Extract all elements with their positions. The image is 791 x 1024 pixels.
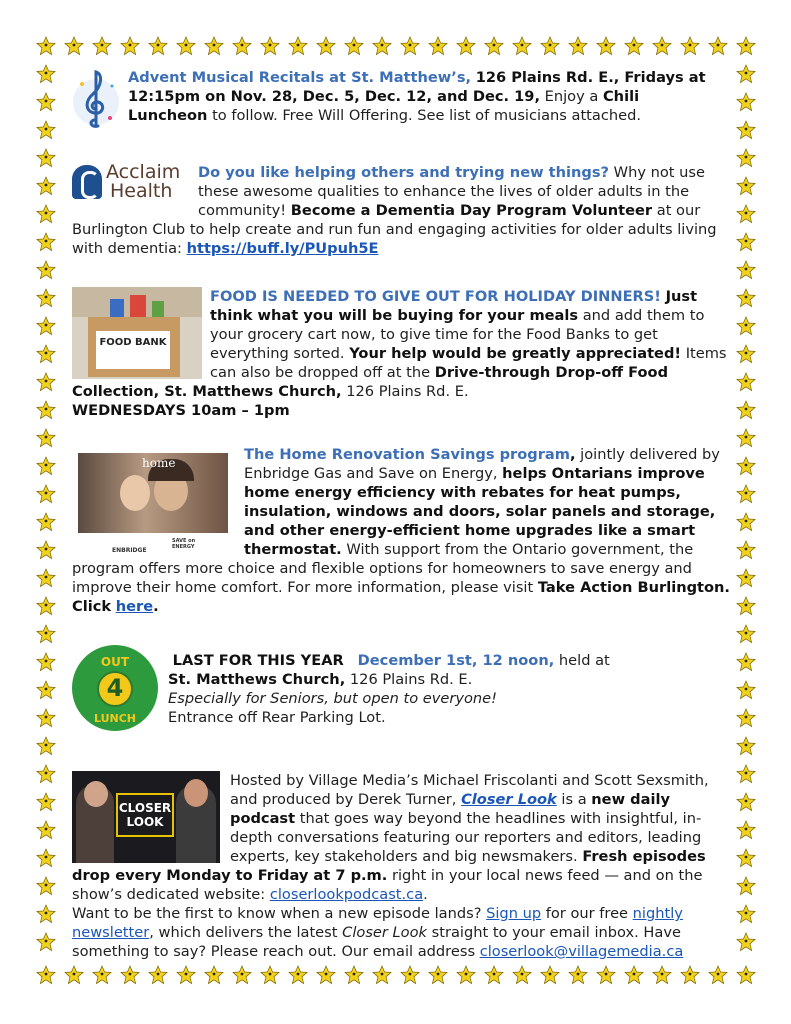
border-star-figure xyxy=(429,37,447,55)
closer-look-logo-line1: CLOSER xyxy=(118,801,172,815)
home-renovation-image xyxy=(72,445,232,557)
border-star-figure xyxy=(457,37,475,55)
border-star-figure xyxy=(457,966,475,984)
border-star-figure xyxy=(317,966,335,984)
border-star-figure xyxy=(205,37,223,55)
border-star-figure xyxy=(737,849,755,867)
border-star-figure xyxy=(233,966,251,984)
border-star-figure xyxy=(121,966,139,984)
border-star-figure xyxy=(737,737,755,755)
border-star-figure xyxy=(737,821,755,839)
border-star-figure xyxy=(737,905,755,923)
border-star-figure xyxy=(37,681,55,699)
out4lunch-section xyxy=(72,645,712,731)
border-star-figure xyxy=(737,653,755,671)
border-star-figure xyxy=(653,37,671,55)
border-star-figure xyxy=(625,37,643,55)
border-star-figure xyxy=(737,261,755,279)
border-star-figure xyxy=(37,121,55,139)
podcast-email-link[interactable]: closerlook@villagemedia.ca xyxy=(479,943,684,960)
treble-clef-icon xyxy=(72,64,120,136)
renovation-text: The Home Renovation Savings program, jointly delivered by Enbridge Gas and Save on Energy, helps Ontarians improve home energy efficiency with rebates for heat pumps, insulation, windows and doors, solar panels and storage, and other energy-efficient home upgrades like a smart thermostat. With support from the Ontario government, the program offers more choice and flexible options for homeowners to save energy and improve their home comfort. For more information, please visit Take Action Burlington. Click here. xyxy=(72,446,730,615)
border-star-figure xyxy=(289,966,307,984)
border-star-figure xyxy=(737,765,755,783)
border-star-figure xyxy=(429,966,447,984)
border-star-figure xyxy=(737,429,755,447)
border-star-figure xyxy=(737,121,755,139)
border-star-figure xyxy=(261,37,279,55)
acclaim-text2: at our Burlington Club to help create and run fun and engaging activities for older adults living with dementia: xyxy=(72,202,717,257)
border-star-figure xyxy=(737,317,755,335)
border-star-figure xyxy=(37,966,55,984)
border-star-figure xyxy=(737,485,755,503)
border-star-figure xyxy=(233,37,251,55)
border-star-figure xyxy=(37,65,55,83)
border-star-figure xyxy=(121,37,139,55)
border-star-figure xyxy=(373,37,391,55)
border-star-figure xyxy=(317,37,335,55)
volunteer-callout: Become a Dementia Day Program Volunteer xyxy=(290,202,653,219)
renovation-bold1: helps Ontarians improve home energy efficiency with rebates for heat pumps, insulation, windows and doors, solar panels and storage, and other energy-efficient home upgrades like a smart thermostat. xyxy=(244,465,716,558)
border-star-figure xyxy=(93,37,111,55)
out4lunch-entrance: Entrance off Rear Parking Lot. xyxy=(168,709,386,726)
border-star-figure xyxy=(37,625,55,643)
border-star-figure xyxy=(737,345,755,363)
food-bold2: Your help would be greatly appreciated! xyxy=(349,345,682,362)
food-headline: FOOD IS NEEDED TO GIVE OUT FOR HOLIDAY DINNERS! xyxy=(210,288,661,305)
border-star-figure xyxy=(737,709,755,727)
border-star-figure xyxy=(177,37,195,55)
recitals-details: 126 Plains Rd. E., Fridays at 12:15pm on Nov. 28, Dec. 5, Dec. 12, and Dec. 19, xyxy=(128,69,706,105)
chili-luncheon: Chili Luncheon xyxy=(128,88,640,124)
acclaim-health-logo xyxy=(72,163,192,203)
recitals-enjoy: Enjoy a xyxy=(544,88,599,105)
border-star-figure xyxy=(37,765,55,783)
border-star-figure xyxy=(737,401,755,419)
food-bold3: Drive-through Drop-off Food Collection, St. Matthews Church, xyxy=(72,364,669,400)
acclaim-link[interactable]: https://buff.ly/PUpuh5E xyxy=(186,240,379,257)
food-text2: Items can also be dropped off at the xyxy=(210,345,727,381)
border-star-figure xyxy=(401,37,419,55)
border-star-figure xyxy=(737,625,755,643)
acclaim-logo-mark xyxy=(72,165,102,199)
border-star-figure xyxy=(737,681,755,699)
acclaim-logo-text xyxy=(106,163,180,201)
border-star-figure xyxy=(37,541,55,559)
enbridge-logo: ENBRIDGE xyxy=(112,547,147,554)
border-star-figure xyxy=(37,709,55,727)
border-star-figure xyxy=(681,37,699,55)
out4lunch-logo xyxy=(72,645,158,731)
border-star-figure xyxy=(37,401,55,419)
renovation-section xyxy=(72,445,734,616)
border-star-figure xyxy=(37,149,55,167)
podcast-bold1: new daily podcast xyxy=(230,791,670,827)
out4lunch-address: 126 Plains Rd. E. xyxy=(349,671,473,688)
border-star-figure xyxy=(37,905,55,923)
border-star-figure xyxy=(37,849,55,867)
border-star-figure xyxy=(485,966,503,984)
acclaim-logo-line2: Health xyxy=(110,180,173,202)
food-bank-label: FOOD BANK xyxy=(96,331,170,369)
border-star-figure xyxy=(737,233,755,251)
food-text3: 126 Plains Rd. E. xyxy=(346,383,469,400)
border-star-figure xyxy=(37,205,55,223)
border-star-figure xyxy=(37,821,55,839)
food-text1: and add them to your grocery cart now, to give time for the Food Banks to get everything sorted. xyxy=(210,307,705,362)
border-star-figure xyxy=(37,877,55,895)
border-star-figure xyxy=(37,233,55,251)
closer-look-link[interactable]: Closer Look xyxy=(461,791,557,808)
out4lunch-logo-mid: 4 xyxy=(106,674,124,702)
podcast-text4: Want to be the first to know when a new episode lands? xyxy=(72,905,482,922)
border-star-figure xyxy=(37,653,55,671)
border-star-figure xyxy=(569,966,587,984)
border-star-figure xyxy=(37,597,55,615)
podcast-site-link[interactable]: closerlookpodcast.ca xyxy=(269,886,424,903)
podcast-text5: for our free xyxy=(545,905,629,922)
border-star-figure xyxy=(737,457,755,475)
acclaim-headline: Do you like helping others and trying new things? xyxy=(198,164,610,181)
border-star-figure xyxy=(653,966,671,984)
recitals-section xyxy=(72,64,722,136)
border-star-figure xyxy=(37,933,55,951)
border-star-figure xyxy=(737,877,755,895)
podcast-text2: that goes way beyond the headlines with insightful, in-depth conversations featuring our reporters and editors, leading experts, key stakeholders and big newsmakers. xyxy=(230,810,702,865)
acclaim-logo-line1: Acclaim xyxy=(106,161,181,183)
border-star-figure xyxy=(37,737,55,755)
border-star-figure xyxy=(261,966,279,984)
border-star-figure xyxy=(513,966,531,984)
border-star-figure xyxy=(289,37,307,55)
border-star-figure xyxy=(737,966,755,984)
out4lunch-held: held at xyxy=(558,652,610,669)
border-star-figure xyxy=(37,485,55,503)
recitals-title: Advent Musical Recitals at St. Matthew’s, xyxy=(128,69,472,86)
renovation-bold2: Take Action Burlington. Click xyxy=(72,579,730,615)
renovation-text1: jointly delivered by Enbridge Gas and Save on Energy, xyxy=(244,446,720,482)
acclaim-text1: Why not use these awesome qualities to enhance the lives of older adults in the community! xyxy=(198,164,705,219)
border-star-figure xyxy=(149,966,167,984)
border-star-figure xyxy=(345,966,363,984)
border-star-figure xyxy=(737,933,755,951)
border-star-figure xyxy=(37,793,55,811)
podcast-text3: right in your local news feed — and on the show’s dedicated website: xyxy=(72,867,703,903)
border-star-figure xyxy=(541,966,559,984)
border-star-figure xyxy=(149,37,167,55)
renovation-text2: With support from the Ontario government, the program offers more choice and flexible options for homeowners to save energy and improve their home comfort. For more information, please visit xyxy=(72,541,694,596)
border-star-figure xyxy=(569,37,587,55)
border-star-figure xyxy=(681,966,699,984)
border-star-figure xyxy=(597,37,615,55)
border-star-figure xyxy=(737,149,755,167)
food-section xyxy=(72,287,732,420)
border-star-figure xyxy=(513,37,531,55)
podcast-text6: , which delivers the latest xyxy=(149,924,338,941)
border-star-figure xyxy=(37,37,55,55)
border-star-figure xyxy=(37,289,55,307)
podcast-is-a: is a xyxy=(561,791,587,808)
border-star-figure xyxy=(737,205,755,223)
border-star-figure xyxy=(205,966,223,984)
closer-look-logo-line2: LOOK xyxy=(126,815,164,829)
renovation-image-title: home xyxy=(142,456,176,470)
acclaim-section xyxy=(72,163,732,258)
border-star-figure xyxy=(37,93,55,111)
renovation-here-link[interactable]: here xyxy=(115,598,154,615)
border-star-figure xyxy=(37,345,55,363)
border-star-figure xyxy=(37,569,55,587)
border-star-figure xyxy=(93,966,111,984)
podcast-italic-name: Closer Look xyxy=(342,924,427,941)
out4lunch-church: St. Matthews Church, xyxy=(168,671,346,688)
out4lunch-logo-top: OUT xyxy=(100,655,130,669)
border-star-figure xyxy=(37,513,55,531)
border-star-figure xyxy=(709,966,727,984)
border-star-figure xyxy=(485,37,503,55)
border-star-figure xyxy=(737,37,755,55)
border-star-figure xyxy=(37,429,55,447)
closer-look-podcast-image xyxy=(72,771,220,863)
border-star-figure xyxy=(737,373,755,391)
food-hours: WEDNESDAYS 10am – 1pm xyxy=(72,402,290,419)
podcast-text7: straight to your email inbox. Have something to say? Please reach out. Our email address xyxy=(72,924,681,960)
out4lunch-audience: Especially for Seniors, but open to everyone! xyxy=(168,690,497,707)
podcast-section xyxy=(72,771,732,961)
border-star-figure xyxy=(37,373,55,391)
border-star-figure xyxy=(737,793,755,811)
border-star-figure xyxy=(625,966,643,984)
podcast-schedule: Fresh episodes drop every Monday to Friday at 7 p.m. xyxy=(72,848,706,884)
border-star-figure xyxy=(597,966,615,984)
recitals-follow: to follow. Free Will Offering. See list of musicians attached. xyxy=(212,107,641,124)
out4lunch-date: December 1st, 12 noon, xyxy=(357,652,555,669)
out4lunch-title: LAST FOR THIS YEAR xyxy=(172,652,344,669)
newsletter-link[interactable]: nightly newsletter xyxy=(72,905,683,941)
border-star-figure xyxy=(373,966,391,984)
border-star-figure xyxy=(737,541,755,559)
border-star-figure xyxy=(345,37,363,55)
border-star-figure xyxy=(401,966,419,984)
border-star-figure xyxy=(737,597,755,615)
border-star-figure xyxy=(737,569,755,587)
out4lunch-logo-bottom: LUNCH xyxy=(93,712,137,725)
border-star-figure xyxy=(65,966,83,984)
border-star-figure xyxy=(177,966,195,984)
border-star-figure xyxy=(37,317,55,335)
border-star-figure xyxy=(737,289,755,307)
recitals-text xyxy=(128,68,722,125)
border-star-figure xyxy=(737,65,755,83)
podcast-text: Hosted by Village Media’s Michael Friscolanti and Scott Sexsmith, and produced by Derek Turner, Closer Look is a new daily podcast that goes way beyond the headlines with insightful, in-depth conversations featuring our reporters and editors, leading experts, key stakeholders and big newsmakers. Fresh episodes drop every Monday to Friday at 7 p.m. right in your local news feed — and on the show’s dedicated website: closerlookpodcast.ca. Want to be the first to know when a new episode lands? Sign up for our free nightly newsletter, which delivers the latest Closer Look straight to your email inbox. Have something to say? Please reach out. Our email address closerlook@villagemedia.ca xyxy=(72,772,709,960)
border-star-figure xyxy=(737,513,755,531)
out4lunch-text xyxy=(72,651,712,727)
signup-link[interactable]: Sign up xyxy=(486,905,542,922)
podcast-text1: Hosted by Village Media’s Michael Friscolanti and Scott Sexsmith, and produced by Derek Turner, xyxy=(230,772,709,808)
food-bold1: Just think what you will be buying for your meals xyxy=(210,288,698,324)
border-star-figure xyxy=(37,177,55,195)
save-on-energy-logo: SAVE on ENERGY xyxy=(172,538,196,550)
border-star-figure xyxy=(737,177,755,195)
border-star-figure xyxy=(37,261,55,279)
border-star-figure xyxy=(65,37,83,55)
renovation-period: . xyxy=(153,598,159,615)
renovation-headline: The Home Renovation Savings program xyxy=(244,446,570,463)
border-star-figure xyxy=(709,37,727,55)
border-star-figure xyxy=(541,37,559,55)
food-bank-box-image xyxy=(72,287,202,379)
border-star-figure xyxy=(37,457,55,475)
border-star-figure xyxy=(737,93,755,111)
